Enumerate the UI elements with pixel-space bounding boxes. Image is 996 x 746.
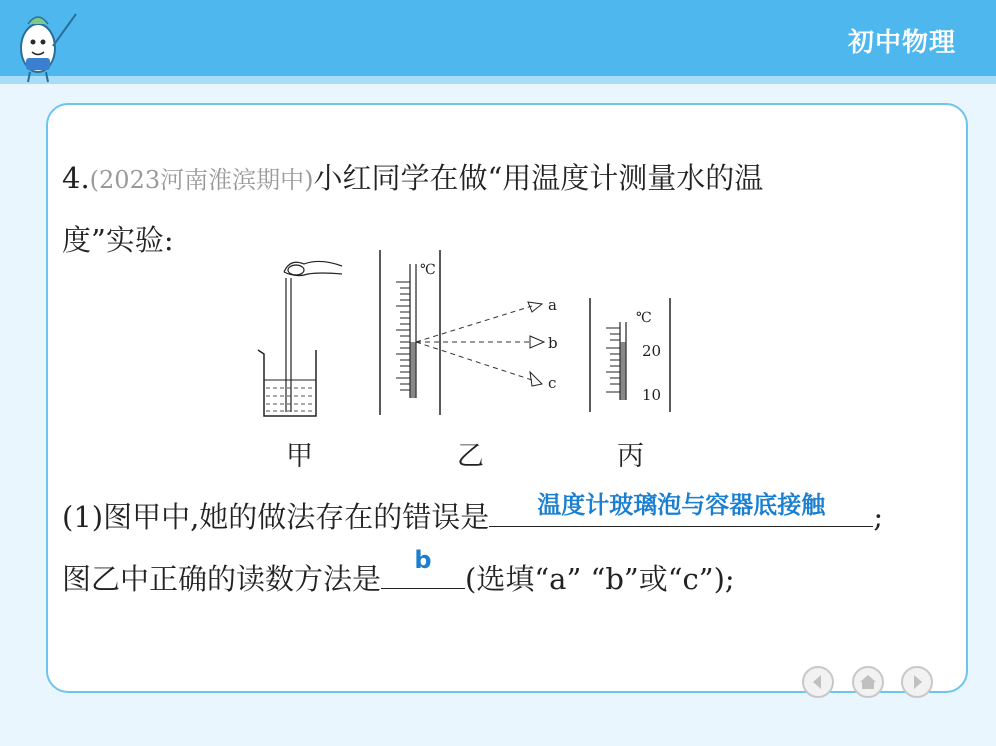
- unit-label-yi: ℃: [420, 262, 436, 278]
- answer1-prefix: (1)图甲中,她的做法存在的错误是: [62, 500, 490, 534]
- figure-label-jia: 甲: [286, 441, 313, 472]
- question-source: (2023河南淮滨期中): [89, 166, 314, 194]
- answer2-text: b: [414, 546, 432, 574]
- question-number: 4.: [62, 161, 90, 195]
- scale-label-10: 10: [642, 386, 662, 404]
- answer2-prefix: 图乙中正确的读数方法是: [62, 562, 382, 596]
- figure-label-bing: 丙: [617, 441, 644, 472]
- answer1-blank: [489, 491, 873, 527]
- answer2-blank: [381, 546, 465, 589]
- figure-jia-beaker: [258, 261, 342, 416]
- arrow-label-b: b: [548, 334, 558, 352]
- arrow-label-a: a: [548, 296, 557, 314]
- home-icon[interactable]: [851, 665, 885, 699]
- figure-label-yi: 乙: [457, 441, 484, 472]
- arrow-label-c: c: [548, 374, 557, 392]
- subject-title: 初中物理: [847, 28, 956, 58]
- previous-icon[interactable]: [801, 665, 835, 699]
- next-icon[interactable]: [900, 665, 934, 699]
- question-stem-line1: [62, 156, 763, 197]
- answer1-text: 温度计玻璃泡与容器底接触: [537, 491, 826, 519]
- question-stem-part2: 度”实验:: [62, 223, 174, 257]
- scale-label-20: 20: [642, 342, 662, 360]
- figure-yi-thermometer: [380, 250, 558, 415]
- question-stem-line2: [62, 218, 174, 259]
- header-stripe: [0, 76, 996, 84]
- answer2-suffix: (选填“a” “b”或“c”);: [465, 562, 735, 596]
- answer-line1: [62, 491, 884, 536]
- mascot-logo: [6, 2, 86, 84]
- answer-line2: [62, 546, 735, 598]
- header-bar: [0, 0, 996, 84]
- answer1-suffix: ;: [873, 500, 884, 534]
- unit-label-bing: ℃: [636, 310, 652, 326]
- question-stem-part1: 小红同学在做“用温度计测量水的温: [313, 161, 764, 195]
- figure-bing-thermometer: [590, 298, 670, 412]
